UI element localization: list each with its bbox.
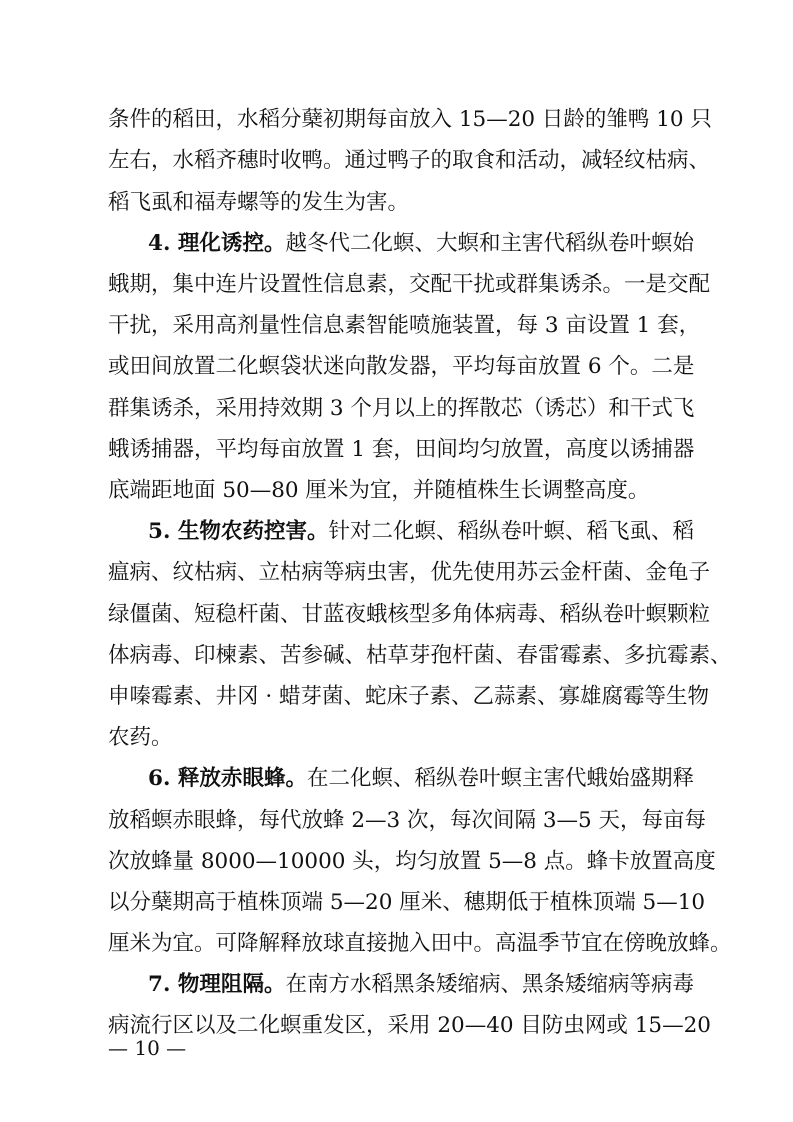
section-heading: 7. 物理阻隔。: [148, 972, 286, 997]
text-line: 干扰，采用高剂量性信息素智能喷施装置，每 3 亩设置 1 套，: [108, 313, 701, 338]
page-number: — 10 —: [108, 1036, 187, 1060]
section-heading: 6. 释放赤眼蜂。: [148, 766, 307, 791]
text-line: 左右，水稻齐穗时收鸭。通过鸭子的取食和活动，减轻纹枯病、: [108, 148, 711, 173]
text-line: 底端距地面 50—80 厘米为宜，并随植株生长调整高度。: [108, 478, 650, 503]
text-line: 群集诱杀，采用持效期 3 个月以上的挥散芯（诱芯）和干式飞: [108, 396, 695, 421]
text-span: 针对二化螟、稻纵卷叶螟、稻飞虱、稻: [328, 519, 694, 544]
text-line: 瘟病、纹枯病、立枯病等病虫害，优先使用苏云金杆菌、金龟子: [108, 560, 711, 585]
text-line: 绿僵菌、短稳杆菌、甘蓝夜蛾核型多角体病毒、稻纵卷叶螟颗粒: [108, 602, 711, 627]
text-span: 在南方水稻黑条矮缩病、黑条矮缩病等病毒: [285, 972, 694, 997]
text-line: 病流行区以及二化螟重发区，采用 20—40 目防虫网或 15—20: [108, 1013, 711, 1038]
section-heading: 4. 理化诱控。: [148, 231, 286, 256]
text-line: 农药。: [108, 725, 173, 750]
text-span: 在二化螟、稻纵卷叶螟主害代蛾始盛期释: [306, 766, 694, 791]
paragraph-first-line: [148, 229, 694, 259]
paragraph-first-line: [148, 764, 694, 794]
text-line: 条件的稻田，水稻分蘖初期每亩放入 15—20 日龄的雏鸭 10 只: [108, 107, 712, 132]
paragraph-first-line: [148, 517, 694, 547]
text-line: 体病毒、印楝素、苦参碱、枯草芽孢杆菌、春雷霉素、多抗霉素、: [108, 643, 732, 668]
text-line: 蛾诱捕器，平均每亩放置 1 套，田间均匀放置，高度以诱捕器: [108, 437, 695, 462]
text-line: 蛾期，集中连片设置性信息素，交配干扰或群集诱杀。一是交配: [108, 272, 711, 297]
text-line: 或田间放置二化螟袋状迷向散发器，平均每亩放置 6 个。二是: [108, 354, 695, 379]
text-line: 以分蘖期高于植株顶端 5—20 厘米、穗期低于植株顶端 5—10: [108, 890, 706, 915]
text-span: 越冬代二化螟、大螟和主害代稻纵卷叶螟始: [285, 231, 694, 256]
text-line: 放稻螟赤眼蜂，每代放蜂 2—3 次，每次间隔 3—5 天，每亩每: [108, 808, 707, 833]
text-line: 厘米为宜。可降解释放球直接抛入田中。高温季节宜在傍晚放蜂。: [108, 931, 732, 956]
paragraph-first-line: [148, 970, 694, 1000]
text-line: 次放蜂量 8000—10000 头，均匀放置 5—8 点。蜂卡放置高度: [108, 849, 716, 874]
text-line: 申嗪霉素、井冈 · 蜡芽菌、蛇床子素、乙蒜素、寡雄腐霉等生物: [108, 684, 710, 709]
text-line: 稻飞虱和福寿螺等的发生为害。: [108, 190, 410, 215]
section-heading: 5. 生物农药控害。: [148, 519, 329, 544]
